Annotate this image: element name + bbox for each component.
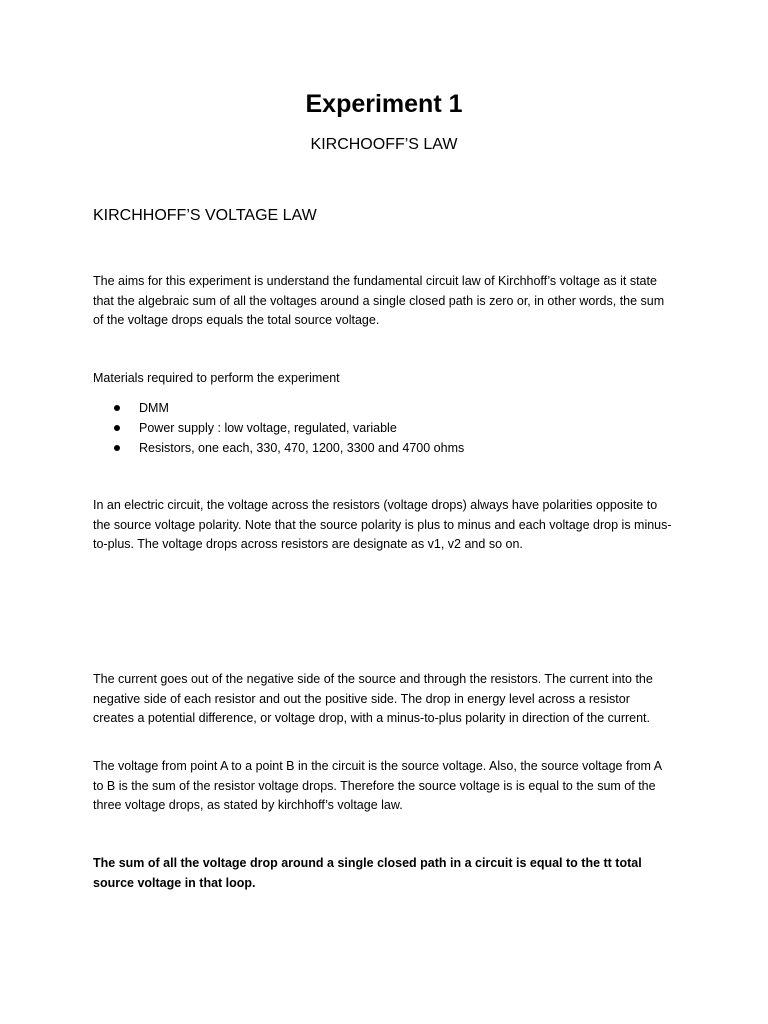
materials-intro: Materials required to perform the experiment bbox=[93, 371, 340, 385]
list-item bbox=[114, 418, 464, 438]
bullet-icon bbox=[114, 425, 120, 431]
list-item-text: Resistors, one each, 330, 470, 1200, 3300 and 4700 ohms bbox=[139, 441, 465, 455]
document-title: Experiment 1 bbox=[305, 90, 463, 118]
materials-list bbox=[114, 398, 464, 458]
paragraph-aims: The aims for this experiment is understand the fundamental circuit law of Kirchhoff’s voltage as it state that the algebraic sum of all the voltages around a single closed path is zero or, in other words, the sum of the voltage drops equals the total source voltage. bbox=[93, 274, 665, 327]
bullet-icon bbox=[114, 445, 120, 451]
bullet-icon bbox=[114, 405, 120, 411]
document-subtitle: KIRCHOOFF’S LAW bbox=[310, 136, 458, 153]
paragraph-source: The voltage from point A to a point B in the circuit is the source voltage. Also, the source voltage from A to B is the sum of the resistor voltage drops. Therefore the source voltage is is equal to the sum of the three voltage drops, as stated by kirchhoff’s voltage law. bbox=[93, 759, 662, 812]
list-item-text: DMM bbox=[139, 401, 169, 415]
paragraph-conclusion: The sum of all the voltage drop around a single closed path in a circuit is equal to the tt total source voltage in that loop. bbox=[93, 856, 642, 890]
paragraph-polarity: In an electric circuit, the voltage across the resistors (voltage drops) always have polarities opposite to the source voltage polarity. Note that the source polarity is plus to minus and each voltage drop is minus-to-plus. The voltage drops across resistors are designate as v1, v2 and so on. bbox=[93, 498, 672, 551]
section-heading: KIRCHHOFF’S VOLTAGE LAW bbox=[93, 207, 317, 224]
list-item bbox=[114, 398, 464, 418]
paragraph-current: The current goes out of the negative side of the source and through the resistors. The current into the negative side of each resistor and out the positive side. The drop in energy level across a resistor creates a potential difference, or voltage drop, with a minus-to-plus polarity in direction of the current. bbox=[93, 672, 653, 725]
list-item-text: Power supply : low voltage, regulated, variable bbox=[139, 421, 397, 435]
list-item bbox=[114, 438, 464, 458]
